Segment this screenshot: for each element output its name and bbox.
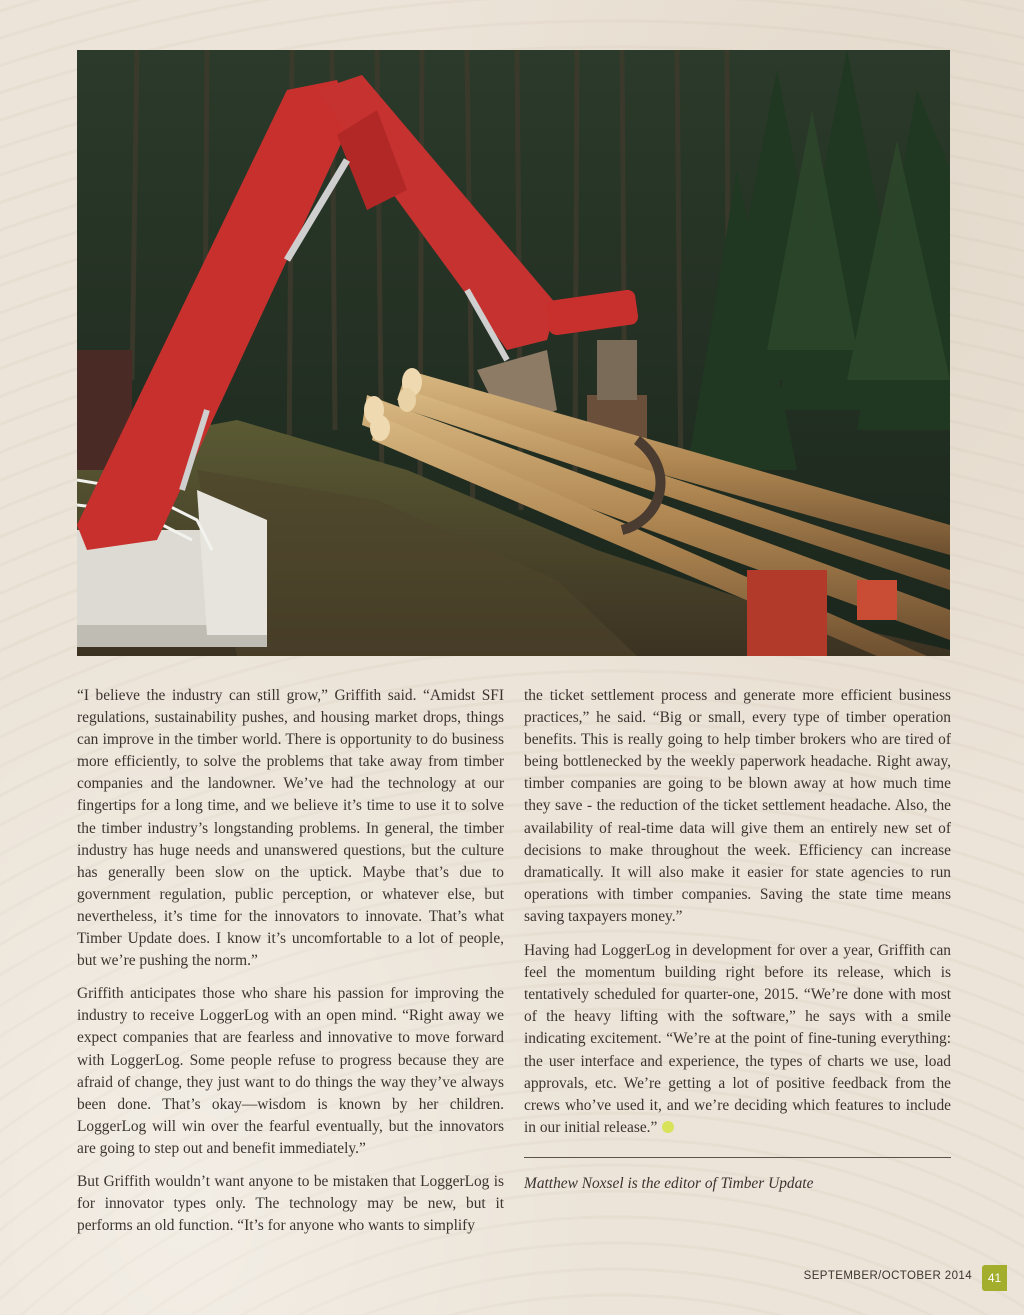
log-loader-photo [77, 50, 950, 656]
author-byline: Matthew Noxsel is the editor of Timber Update [524, 1175, 814, 1192]
article-paragraph: Griffith anticipates those who share his passion for improving the industry to receive LoggerLog with an open mind. “Right away we expect companies that are fearless and innovative to move forward with LoggerLog. Some people refuse to progress because they are afraid of change, they just want to do things the way they’ve always been done. That’s okay—wisdom is known by her children. LoggerLog will win over the fearful eventually, but the innovators are going to step out and benefit immediately.” [77, 985, 504, 1157]
end-of-article-mark-icon [662, 1121, 674, 1133]
page-number-badge: 41 [982, 1265, 1007, 1291]
article-column-left [77, 685, 504, 1248]
article-paragraph-text: Having had LoggerLog in development for over a year, Griffith can feel the momentum building right before its release, which is tentatively scheduled for quarter-one, 2015. “We’re done with most of the heavy lifting with the software,” he says with a smile indicating excitement. “We’re at the point of fine-tuning everything: the user interface and experience, the types of charts we use, load approvals, etc. We’re getting a lot of positive feedback from the crews who’ve used it, and we’re deciding which features to include in our initial release.” [524, 942, 951, 1136]
article-paragraph: “I believe the industry can still grow,” Griffith said. “Amidst SFI regulations, sustainability pushes, and housing market drops, things can improve in the timber world. There is opportunity to do business more efficiently, to solve the problems that take away from timber companies and the landowner. We’ve had the technology at our fingertips for a long time, and we believe it’s time to use it to solve the timber industry’s longstanding problems. In general, the timber industry has huge needs and unanswered questions, but the culture has generally been slow on the uptick. Maybe that’s due to government regulation, public perception, or whatever else, but nevertheless, it’s time for the innovators to innovate. That’s what Timber Update does. I know it’s uncomfortable to a lot of people, but we’re pushing the norm.” [77, 687, 504, 970]
issue-date: SEPTEMBER/OCTOBER 2014 [803, 1270, 972, 1282]
article-paragraph: But Griffith wouldn’t want anyone to be mistaken that LoggerLog is for innovator types only. The technology may be new, but it performs an old function. “It’s for anyone who wants to simplify [77, 1172, 504, 1235]
article-paragraph-last [524, 940, 951, 1139]
byline-divider [524, 1157, 951, 1158]
article-column-right [524, 685, 951, 1150]
article-paragraph: the ticket settlement process and generate more efficient business practices,” he said. “Big or small, every type of timber operation benefits. This is really going to help timber brokers who are tired of being bottlenecked by the weekly paperwork headache. Right away, timber companies are going to be blown away at how much time they save - the reduction of the ticket settlement headache. Also, the availability of real-time data will give them an entirely new set of decisions to make throughout the week. Efficiency can increase dramatically. It will also make it easier for state agencies to run operations with timber companies. Saving the state time means saving taxpayers money.” [524, 687, 951, 925]
